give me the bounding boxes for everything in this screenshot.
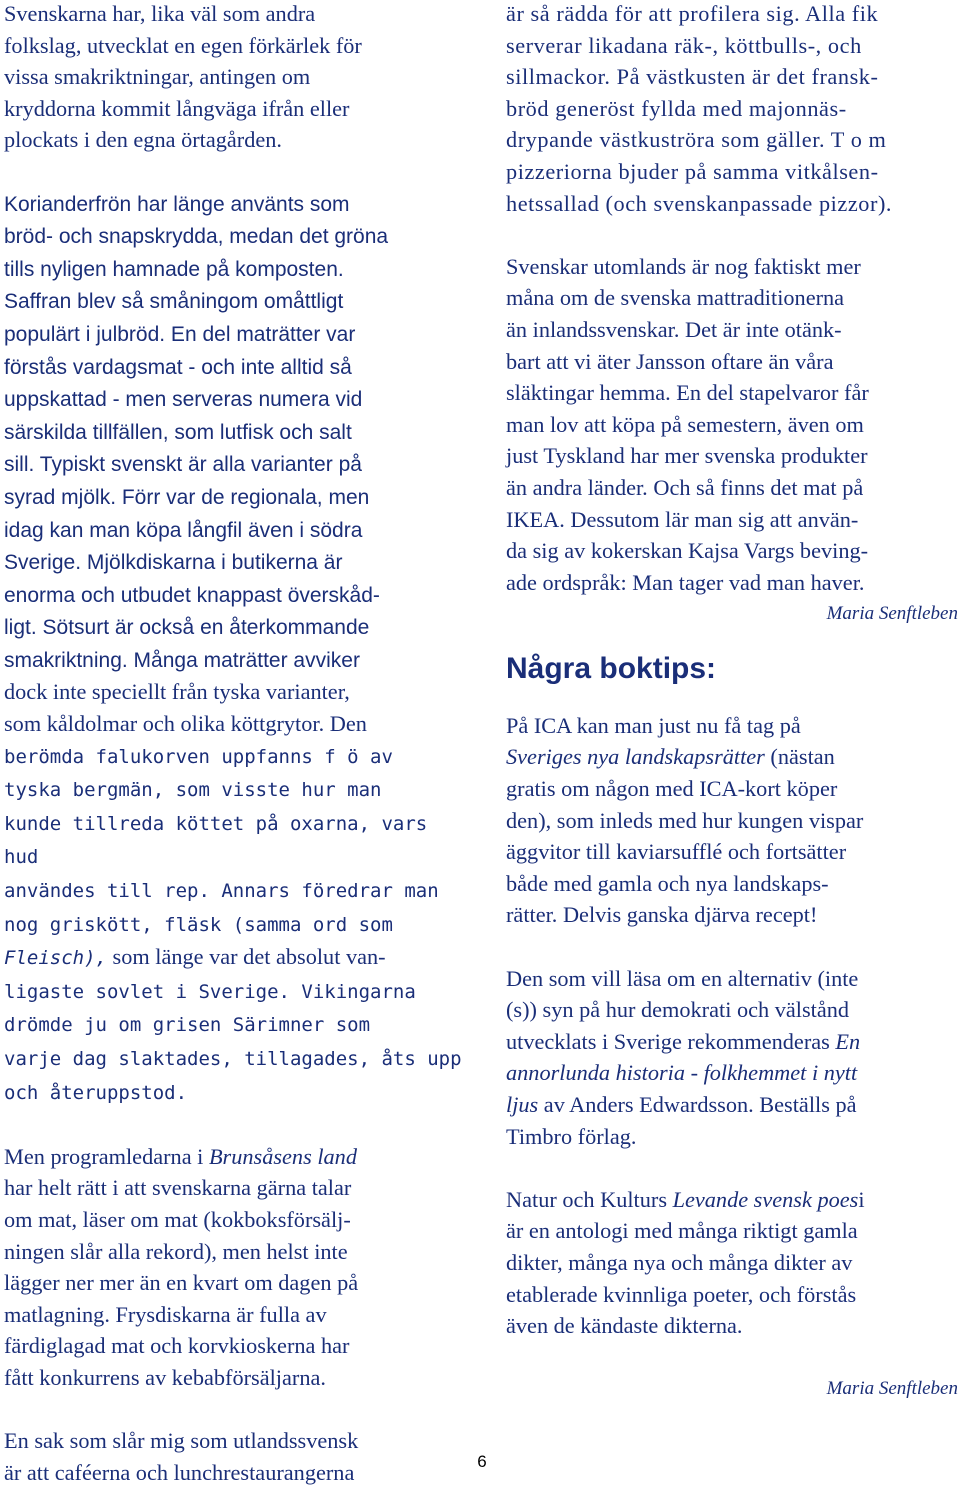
paragraph-food-traditions [4,188,466,1110]
left-column [4,0,466,1488]
text-block-mono: berömda falukorven uppfanns f ö av tyska bergmän, som visste hur man kunde tillreda köttet på oxarna, vars hud användes till rep. Annars föredrar man nog griskött, fläsk (samma ord som [4,745,439,936]
text-history-line6: Timbro förlag. [506,1123,637,1149]
text-program-start: Men programledarna i [4,1143,209,1169]
signature-author: Maria Senftleben [826,603,958,625]
text-history-line5-rest: av Anders Edwardsson. Beställs på [538,1092,857,1117]
paragraph-alternative-history [506,963,958,1153]
paragraph-ica-book [506,710,958,931]
text-block-mono-end: ligaste sovlet i Sverige. Vikingarna drömde ju om grisen Särimner som varje dag slaktades, tillagades, åts upp och återuppstod. [4,980,462,1104]
paragraph-tv-program [4,1141,466,1394]
italic-book-title-3: Levande svensk poes [672,1186,859,1212]
italic-fleisch: Fleisch), [4,947,107,970]
page-number: 6 [477,1452,487,1471]
italic-book-title-2a: En [835,1028,861,1054]
text-history-line3: utvecklats i Sverige rekommenderas [506,1028,836,1054]
paragraph-poetry-anthology [506,1184,958,1342]
italic-book-title-2c: ljus [506,1092,539,1117]
text-poetry-rest: är en antologi med många riktigt gamla dikter, många nya och många dikter av etablerade kvinnliga poeter, och förstås även de kändaste dikterna. [506,1218,858,1339]
section-heading: Några boktips: [506,651,717,685]
text-poetry-start: Natur och Kulturs [506,1186,673,1212]
italic-program-title: Brunsåsens land [208,1143,357,1169]
text-program-rest: har helt rätt i att svenskarna gärna talar om mat, läser om mat (kokboksförsälj- ningen slår alla rekord), men helst inte lägger ner mer än en kvart om dagen på matlagning. Frysdiskarna är fulla av färdiglagad mat och korvkioskerna har fått konkurrens av kebabförsäljarna. [4,1175,359,1390]
paragraph-sandwiches: är så rädda för att profilera sig. Alla fik serverar likadana räk-, köttbulls-, och sillmackor. På västkusten är det fransk- bröd generöst fyllda med majonnäs- drypande västkuströra som gäller. T o m pizzeriorna bjuder på samma vitkålsen- hetssallad (och svenskanpassade pizzor). [506,1,893,216]
paragraph-spices: Svenskarna har, lika väl som andra folkslag, utvecklat en egen förkärlek för vissa smakriktningar, antingen om kryddorna kommit långväga ifrån eller plockats i den egna örtagården. [4,1,362,153]
italic-book-title-2b: annorlunda historia - folkhemmet i nytt [506,1060,858,1086]
italic-book-title-1: Sveriges nya landskapsrätter [506,744,765,770]
text-history-lines: Den som vill läsa om en alternativ (inte (s)) syn på hur demokrati och välstånd [506,965,859,1023]
signature-author-2: Maria Senftleben [826,1378,958,1400]
text-block-serif: dock inte speciellt från tyska varianter, som kåldolmar och olika köttgrytor. Den [4,679,367,737]
text-fleisch-rest: som länge var det absolut van- [106,944,386,970]
text-fleisch-line [4,947,107,969]
text-ica-rest: gratis om någon med ICA-kort köper den), som inleds med hur kungen vispar äggvitor till kaviarsufflé och fortsätter både med gamla och nya landskaps- rätter. Delvis ganska djärva recept! [506,776,864,928]
right-column [506,0,958,1405]
text-poetry-end: i [858,1186,865,1212]
paragraph-cafes: En sak som slår mig som utlandssvensk är att caféerna och lunchrestaurangerna [4,1428,359,1485]
text-block-sans: Korianderfrön har länge använts som bröd- och snapskrydda, medan det gröna tills nyligen hamnade på komposten. Saffran blev så småningom omåttligt populärt i julbröd. En del maträtter var förstås vardagsmat - och inte alltid så uppskattad - men serveras numera vid särskilda tillfällen, som lutfisk och salt sill. Typiskt svenskt är alla varianter på syrad mjölk. Förr var de regionala, men idag kan man köpa långfil även i södra Sverige. Mjölkdiskarna i butikerna är enorma och utbudet knappast överskåd- ligt. Sötsurt är också en återkommande smakriktning. Många maträtter avviker [4,192,389,672]
paragraph-swedes-abroad: Svenskar utomlands är nog faktiskt mer måna om de svenska mattraditionerna än inlandssvenskar. Det är inte otänk- bart att vi äter Jansson oftare än våra släktingar hemma. En del stapelvaror får man lov att köpa på semestern, även om just Tyskland har mer svenska produkter än andra länder. Och så finns det mat på IKEA. Dessutom lär man sig att använ- da sig av kokerskan Kajsa Vargs beving- ade ordspråk: Man tager vad man haver. [506,253,869,595]
text-ica-line2-rest: (nästan [764,744,835,770]
text-ica-line1: På ICA kan man just nu få tag på [506,712,801,738]
